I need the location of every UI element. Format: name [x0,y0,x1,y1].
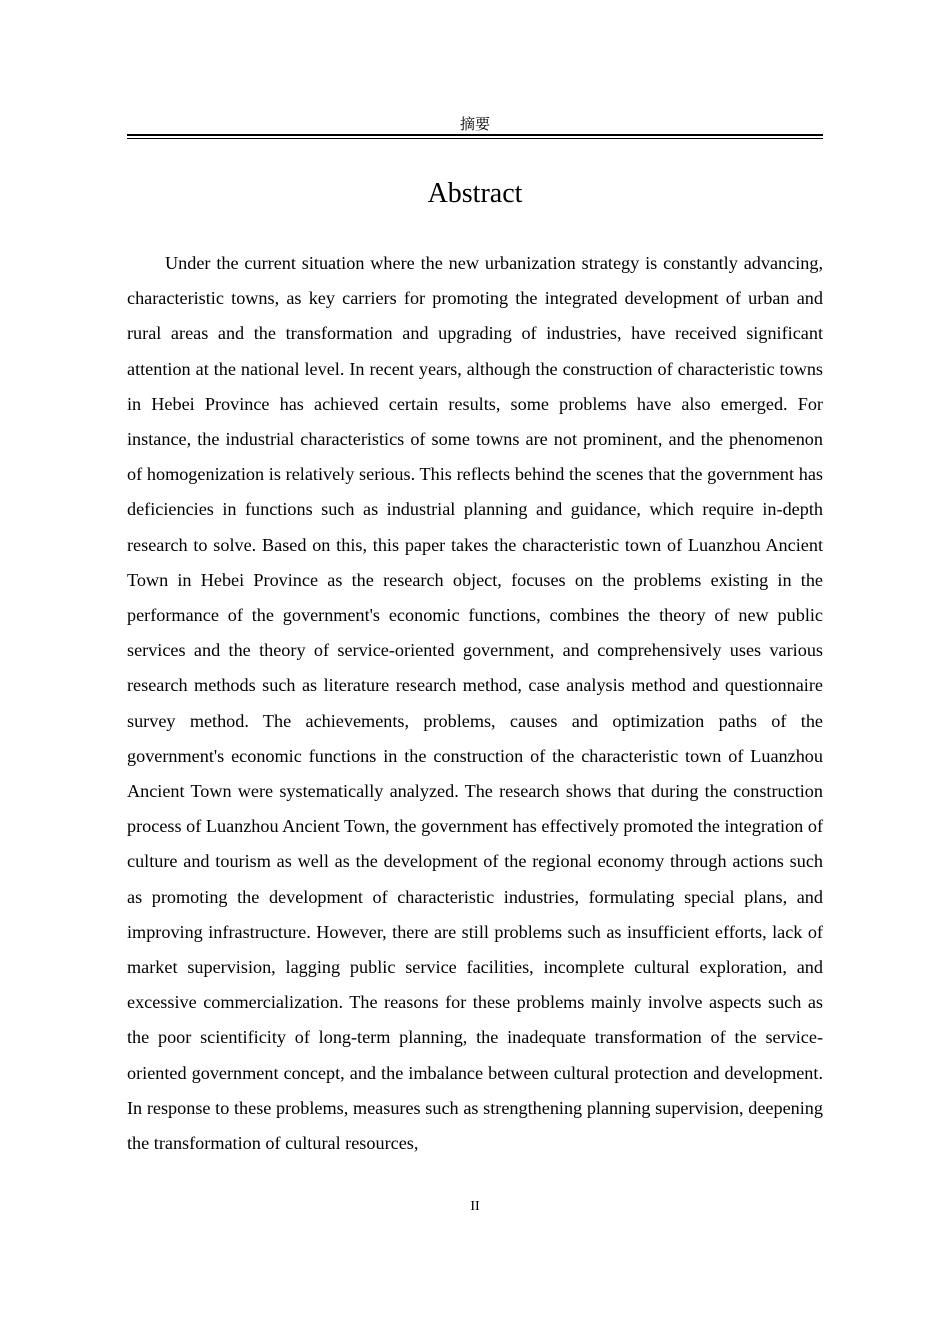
abstract-paragraph: Under the current situation where the new urbanization strategy is constantly advancing, characteristic towns, as key carriers for promoting the integrated development of urban and rural areas and the transformation and upgrading of industries, have received significant attention at the national level. In recent years, although the construction of characteristic towns in Hebei Province has achieved certain results, some problems have also emerged. For instance, the industrial characteristics of some towns are not prominent, and the phenomenon of homogenization is relatively serious. This reflects behind the scenes that the government has deficiencies in functions such as industrial planning and guidance, which require in-depth research to solve. Based on this, this paper takes the characteristic town of Luanzhou Ancient Town in Hebei Province as the research object, focuses on the problems existing in the performance of the government's economic functions, combines the theory of new public services and the theory of service-oriented government, and comprehensively uses various research methods such as literature research method, case analysis method and questionnaire survey method. The achievements, problems, causes and optimization paths of the government's economic functions in the construction of the characteristic town of Luanzhou Ancient Town were systematically analyzed. The research shows that during the construction process of Luanzhou Ancient Town, the government has effectively promoted the integration of culture and tourism as well as the development of the regional economy through actions such as promoting the development of characteristic industries, formulating special plans, and improving infrastructure. However, there are still problems such as insufficient efforts, lack of market supervision, lagging public service facilities, incomplete cultural exploration, and excessive commercialization. The reasons for these problems mainly involve aspects such as the poor scientificity of long-term planning, the inadequate transformation of the service-oriented government concept, and the imbalance between cultural protection and development. In response to these problems, measures such as strengthening planning supervision, deepening the transformation of cultural resources, [127,253,823,1154]
page-title: Abstract [427,178,523,209]
page-number: II [470,1199,480,1214]
header-rule [127,134,823,139]
running-header: 摘要 [459,115,490,133]
